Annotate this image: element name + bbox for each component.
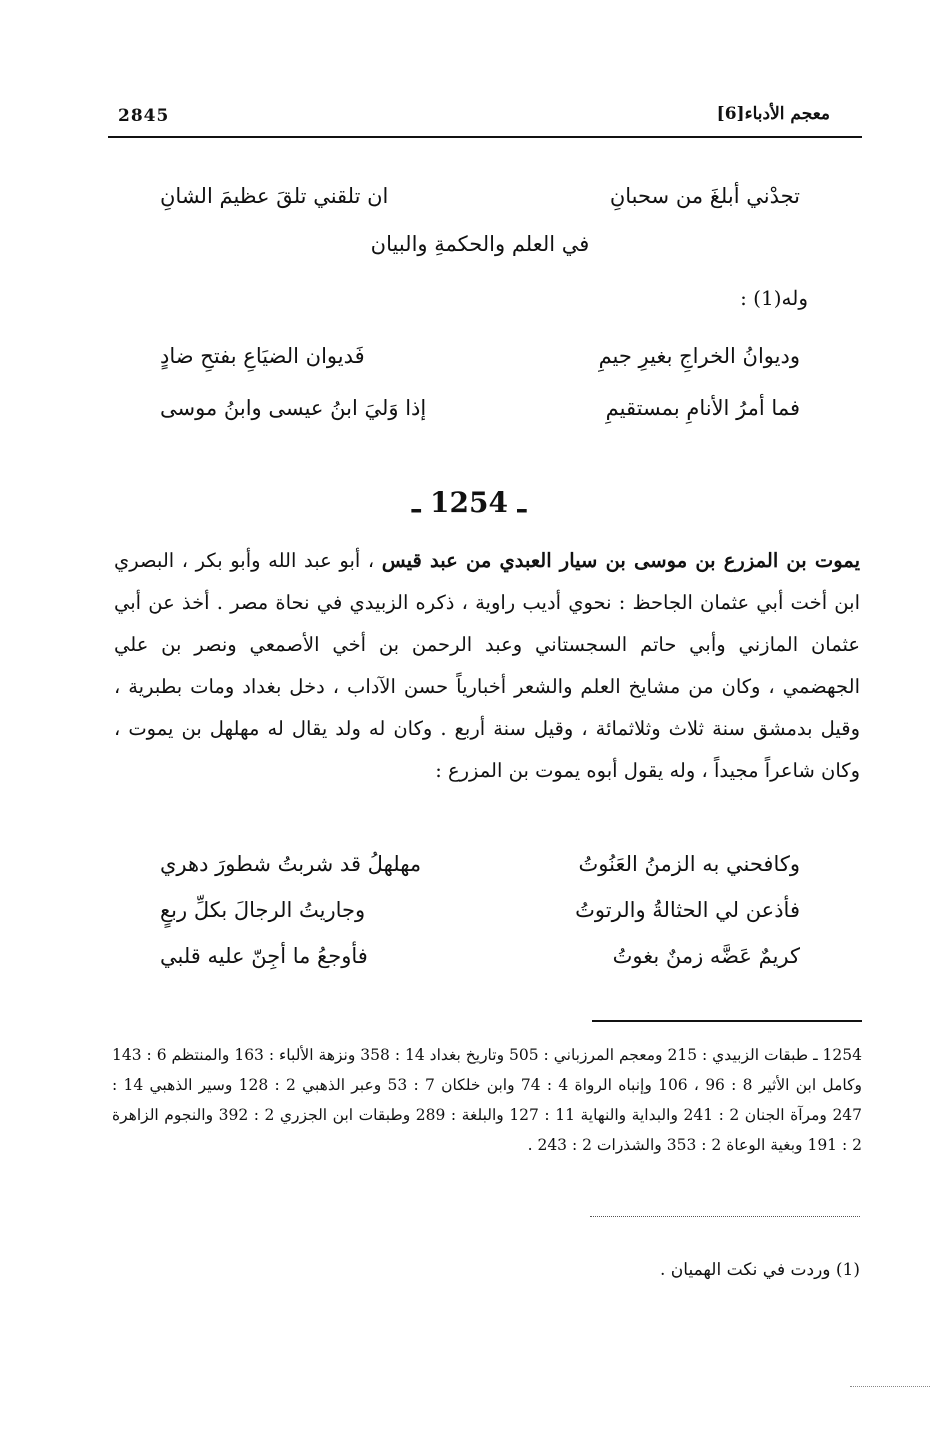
sources-footnote: 1254 ـ طبقات الزبيدي : 215 ومعجم المرزباني : 505 وتاريخ بغداد 14 : 358 ونزهة الألباء : 163 والمنتظم 6 : 143 وكامل ابن الأثير 8 : 96 ، 106 وإنباه الرواة 4 : 74 وابن خلكان 7 : 53 وعبر الذهبي 2 : 128 وسير الذهبي 14 : 247 ومرآة الجنان 2 : 241 والبداية والنهاية 11 : 127 والبلغة : 289 وطبقات ابن الجزري 2 : 392 والنجوم الزاهرة 2 : 191 وبغية الوعاة 2 : 353 والشذرات 2 : 243 .: [112, 1046, 863, 1154]
verse-hemistich-left: فأذعن لي الحثالةُ والرتوتُ: [575, 898, 800, 922]
margin-mark: [850, 1386, 930, 1387]
entry-body: [114, 540, 860, 792]
poem2-verse: [160, 898, 800, 938]
verse-hemistich-left: وكافحني به الزمنُ العَنُوتُ: [578, 852, 800, 876]
dotted-separator: [590, 1216, 860, 1217]
verse-hemistich-right: وجاريتُ الرجالَ بكلِّ ربعٍ: [160, 898, 366, 922]
verse-hemistich-left: تجدْني أبلغَ من سحبانِ: [609, 184, 800, 208]
page-number: 2845: [118, 106, 170, 126]
poem1-verse: [160, 344, 800, 384]
verse-hemistich-right: إذا وَليَ ابنُ عيسى وابنُ موسى: [160, 396, 427, 420]
entry-number: ـ 1254 ـ: [412, 486, 526, 519]
entry-text: ، أبو عبد الله وأبو بكر ، البصري ابن أخت أبي عثمان الجاحظ : نحوي أديب راوية ، ذكره الزبيدي في نحاة مصر . أخذ عن أبي عثمان المازني وأبي حاتم السجستاني وعبد الرحمن بن أخي الأصمعي ونصر بن علي الجهضمي ، وكان من مشايخ العلم والشعر أخبارياً حسن الآداب ، دخل بغداد ومات بطبرية ، وقيل بدمشق سنة ثلاث وثلاثمائة ، وقيل سنة أربع . وكان له ولد يقال له مهلهل بن يموت ، وكان شاعراً مجيداً ، وله يقول أبوه يموت بن المزرع :: [114, 549, 860, 782]
verse-hemistich-right: فأوجعُ ما أجِنّ عليه قلبي: [160, 944, 368, 968]
running-header-title: معجم الأدباء[6]: [716, 104, 830, 124]
opening-verse: [160, 184, 800, 224]
poem1-verse: [160, 396, 800, 436]
verse-hemistich-left: فما أمرُ الأنامِ بمستقيمِ: [605, 396, 800, 420]
verse-hemistich-left: كريمٌ عَضَّه زمنٌ بغوتُ: [612, 944, 800, 968]
verse-continuation: في العلم والحكمةِ والبيان: [370, 232, 590, 256]
poem2-verse: [160, 944, 800, 984]
verse-hemistich-right: ان تلقني تلقَ عظيمَ الشانِ: [160, 184, 389, 208]
poem2-verse: [160, 852, 800, 892]
footnote-rule: [592, 1020, 862, 1022]
entry-subject-name: يموت بن المزرع بن موسى بن سيار العبدي من عبد قيس: [381, 549, 861, 572]
verse-hemistich-right: فَديوان الضيَاعِ بفتحِ ضادٍ: [160, 344, 365, 368]
header-rule: [108, 136, 862, 138]
verse-hemistich-right: مهلهلُ قد شربتُ شطورَ دهري: [160, 852, 422, 876]
poem-intro: وله(1) :: [740, 286, 808, 310]
verse-hemistich-left: وديوانُ الخراجِ بغيرِ جيمِ: [598, 344, 800, 368]
footnote-1: (1) وردت في نكت الهميان .: [660, 1260, 860, 1280]
